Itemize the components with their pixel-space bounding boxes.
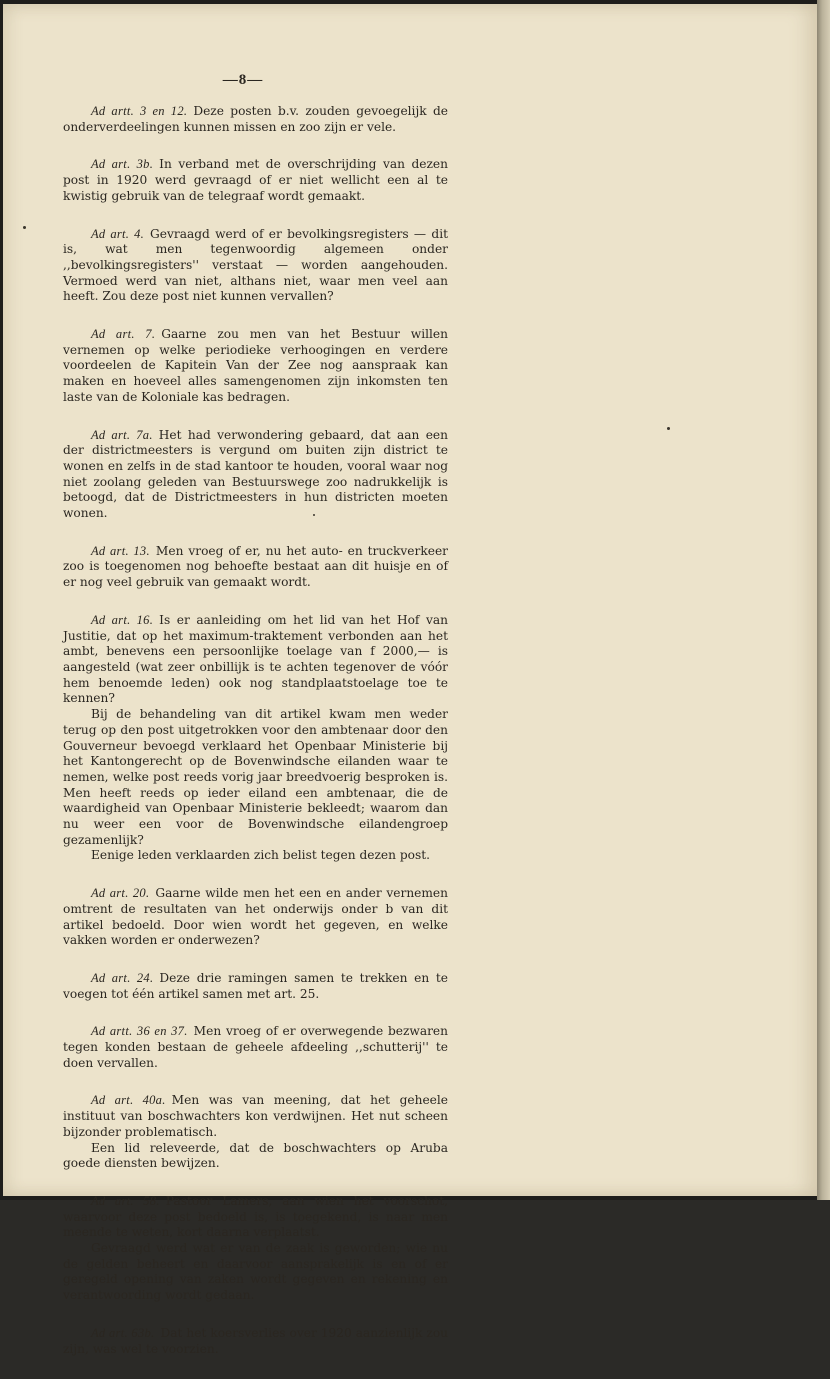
paragraph-text: In verband met de overschrijding van dezen post in 1920 werd gevraagd of er niet wellicht een al te kwistig gebruik van de telegraaf wordt gemaakt. xyxy=(63,157,448,203)
paragraph xyxy=(63,227,448,306)
paragraph-line xyxy=(63,1024,448,1071)
article-reference: Ad art. 13. xyxy=(91,543,150,558)
article-reference: Ad art. 63b. xyxy=(91,1325,155,1340)
paragraph xyxy=(63,886,448,949)
paragraph-line xyxy=(63,104,448,135)
article-reference: Ad art. 24. xyxy=(91,970,154,985)
article-reference: Ad art. 40a. xyxy=(91,1093,166,1108)
paragraph-text: Het had verwondering gebaard, dat aan een der districtmeesters is vergund om buiten zijn district te wonen en zelfs in de stad kantoor te houden, vooral waar nog niet zoolang geleden van Bestuurswege zoo nadrukkelijk is betoogd, dat de Districtmeesters in hun districten moeten wonen. xyxy=(63,427,448,521)
speck-mark xyxy=(313,514,315,516)
paragraph-text: Gaarne zou men van het Bestuur willen vernemen op welke periodieke verhoogingen en verdere voordeelen de Kapitein Van der Zee nog aanspraak kan maken en hoeveel alles samengenomen zijn inkomsten ten laste van de Koloniale kas bedragen. xyxy=(63,327,448,404)
paragraph-text: Deze drie ramingen samen te trekken en te voegen tot één artikel samen met art. 25. xyxy=(63,970,448,1001)
paragraph-line xyxy=(63,544,448,591)
paragraph-text: Pastoor Lamers, aan wien het voorschot, waarvoor deze post bedoeld is, is toegekend, is naar men meende te weten, kort daarna verplaatst. xyxy=(63,1193,449,1240)
paragraph-text: Dat het koersverlies over 1920 aanzienlijk zou zijn, was wel te voorzien. xyxy=(63,1325,449,1356)
paragraph-continuation: Bij de behandeling van dit artikel kwam men weder terug op den post uitgetrokken voor den ambtenaar door den Gouverneur bevoegd verklaard het Openbaar Ministerie bij het Kantongerecht op de Bovenwindsche eilanden waar te nemen, welke post reeds vorig jaar breedvoerig besproken is. Men heeft reeds op ieder eiland een ambtenaar, die de waardigheid van Openbaar Ministerie bekleedt; waarom dan nu weer een voor de Bovenwindsche eilandengroep gezamenlijk? xyxy=(63,707,448,847)
paragraph-text: Deze posten b.v. zouden gevoegelijk de onderverdeelingen kunnen missen en zoo zijn er vele. xyxy=(63,104,448,134)
paragraph-text: Men vroeg of er overwegende bezwaren tegen konden bestaan de geheele afdeeling ,,schutterij'' te doen vervallen. xyxy=(63,1024,448,1070)
article-reference: Ad art. 16. xyxy=(91,612,154,627)
paragraph-line xyxy=(63,157,448,204)
paragraph xyxy=(63,327,448,406)
speck-mark xyxy=(23,226,26,229)
paragraph xyxy=(63,971,448,1002)
paragraph xyxy=(63,544,448,591)
page-number: —8— xyxy=(222,72,264,88)
text-column xyxy=(63,104,448,1379)
paragraph-line xyxy=(63,227,448,306)
paragraph xyxy=(63,613,448,864)
speck-mark xyxy=(667,427,670,430)
document-page xyxy=(3,4,817,1356)
paragraph-line xyxy=(63,1194,448,1241)
paragraph-line xyxy=(63,971,448,1002)
paragraph-line xyxy=(63,428,448,522)
paragraph xyxy=(63,157,448,204)
article-reference: Ad art. 58. xyxy=(91,1193,160,1208)
paragraph-line xyxy=(63,1326,448,1357)
paragraph-text: Is er aanleiding om het lid van het Hof van Justitie, dat op het maximum-traktement verbonden aan het ambt, benevens een persoonlijke toelage van f 2000,— is aangesteld (wat zeer onbillijk is te achten tegenover de vóór hem benoemde leden) ook nog standplaatstoelage toe te kennen? xyxy=(63,612,448,706)
paragraph-text: Gevraagd werd of er bevolkingsregisters — dit is, wat men tegenwoordig algemeen onder ,,bevolkingsregisters'' verstaat — worden aangehouden. Vermoed werd van niet, althans niet, waar men veel aan heeft. Zou deze post niet kunnen vervallen? xyxy=(63,226,448,304)
paragraph xyxy=(63,428,448,522)
paragraph-line xyxy=(63,327,448,406)
article-reference: Ad art. 4. xyxy=(91,226,145,241)
paragraph-continuation: Gevraagd werd wat er van de zaak is geworden; wie nu de gelden beheert en daarvoor aansprakelijk is en of er geregeld opening van zaken wordt gegeven en rekening en verantwoording wordt gedaan. xyxy=(63,1241,448,1303)
paragraph-text: Gaarne wilde men het een en ander vernemen omtrent de resultaten van het onderwijs onder b van dit artikel bedoeld. Door wien wordt het gegeven, en welke vakken worden er onderwezen? xyxy=(63,886,448,948)
paragraph-text: Men was van meening, dat het geheele instituut van boschwachters kon verdwijnen. Het nut scheen bijzonder problematisch. xyxy=(63,1093,448,1139)
paragraph-text: Men vroeg of er, nu het auto- en truckverkeer zoo is toegenomen nog behoefte bestaat aan dit huisje en of er nog veel gebruik van gemaakt wordt. xyxy=(63,543,448,590)
article-reference: Ad art. 20. xyxy=(91,886,150,901)
paragraph xyxy=(63,1093,448,1172)
paragraph-line xyxy=(63,1093,448,1140)
article-reference: Ad art. 7a. xyxy=(91,427,153,442)
paragraph xyxy=(63,1024,448,1071)
article-reference: Ad art. 7. xyxy=(91,327,156,342)
paragraph-line xyxy=(63,886,448,949)
article-reference: Ad artt. 36 en 37. xyxy=(91,1024,188,1039)
paragraph-continuation: Eenige leden verklaarden zich belist tegen dezen post. xyxy=(91,848,430,863)
paragraph xyxy=(63,1194,448,1304)
paragraph-continuation: Een lid releveerde, dat de boschwachters op Aruba goede diensten bewijzen. xyxy=(63,1140,448,1171)
paragraph-line xyxy=(63,613,448,707)
article-reference: Ad artt. 3 en 12. xyxy=(91,104,188,118)
article-reference: Ad art. 3b. xyxy=(91,157,154,172)
paragraph xyxy=(63,104,448,135)
paragraph xyxy=(63,1326,448,1357)
page-edge xyxy=(817,0,830,1200)
